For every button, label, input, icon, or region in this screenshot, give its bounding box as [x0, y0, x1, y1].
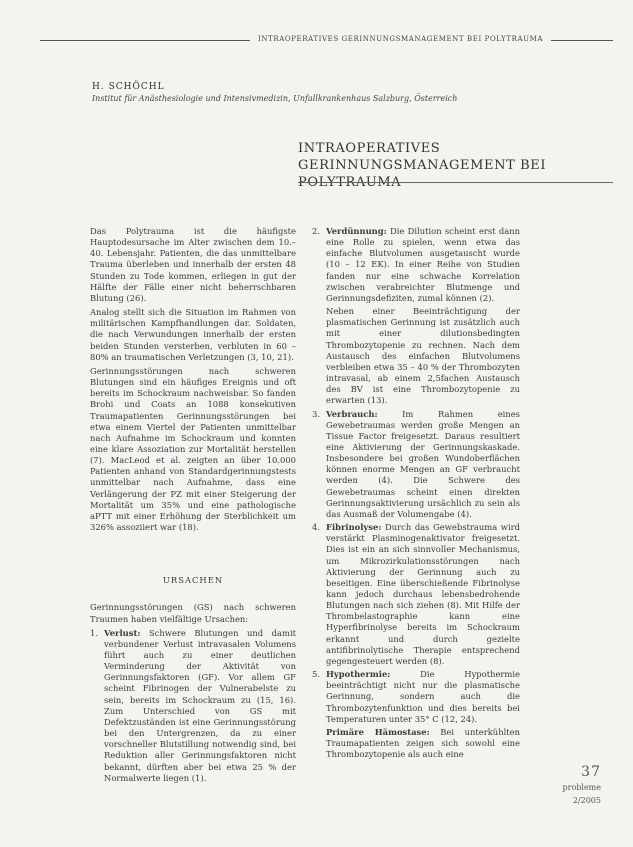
author-affiliation: Institut für Anästhesiologie und Intensivmedizin, Unfallkrankenhaus Salzburg, Österreich [92, 94, 458, 103]
item-term: Verdünnung: [326, 226, 387, 236]
item-text: Die Dilution scheint erst dann eine Rolle zu spielen, wenn etwa das einfache Blutvolumen ausgetauscht wurde (10 – 12 EK). In einer Reihe von Studien fanden nur eine schwache Korrelation zwischen verabreichter Blutmenge und Gerinnungsdefiziten, zumal können (2). [326, 226, 520, 303]
item-text: Die Hypothermie beeinträchtigt nicht nur die plasmatische Gerinnung, sondern auch die Thrombozytenfunktion und dies bereits bei Temperaturen unter 35° C (12, 24). [326, 669, 520, 724]
item-number: 5. [312, 669, 320, 680]
item-term: Hypothermie: [326, 669, 391, 680]
list-item [90, 628, 296, 784]
journal-issue: 2/2005 [572, 796, 601, 805]
left-column [90, 226, 296, 786]
list-item [312, 727, 520, 760]
list-item [312, 522, 520, 667]
item-text: Durch das Gewebstrauma wird verstärkt Plasminogenaktivator freigesetzt. Dies ist ein an sich sinnvoller Mechanismus, um Mikrozirkulationsstörungen nach Aktivierung der Gerinnung auch zu beseitigen. Eine überschießende Fibrinolyse kann jedoch durchaus lebensbedrohende Blutungen nach sich ziehen (8). Mit Hilfe der Thrombelastographie kann eine Hyperfibrinolyse bereits im Schockraum erkannt und durch gezielte antifibrinolytische Therapie entsprechend gegengesteuert werden (8). [326, 522, 520, 666]
item-term: Verbrauch: [326, 408, 378, 419]
item-term: Fibrinolyse: [326, 522, 382, 533]
item-text: Schwere Blutungen und damit verbundener Verlust intravasalen Volumens führt auch zu einer deutlichen Verminderung der Aktivität von Gerinnungsfaktoren (GF). Vor allem GF scheint Fibrinogen der Vulnerabelste zu sein, bereits im Schockraum zu (15, 16). Zum Unterschied von GS mit Defektzuständen ist eine Gerinnungsstörung bei den Untergrenzen, da zu einer vorschneller Blutstillung notwendig sind, bei Reduktion aller Gerinnungsfaktoren nicht bekannt, dürften aber bei etwa 25 % der Normalwerte liegen (1). [104, 627, 296, 783]
journal-name: probleme [562, 783, 601, 792]
item-number: 1. [90, 627, 98, 638]
author-block [92, 82, 593, 103]
running-head: INTRAOPERATIVES GERINNUNGSMANAGEMENT BEI POLYTRAUMA [250, 35, 551, 43]
section-intro: Gerinnungsstörungen (GS) nach schweren Traumen haben vielfältige Ursachen: [90, 602, 296, 624]
body-paragraph: Das Polytrauma ist die häufigste Hauptodesursache im Alter zwischen dem 10.–40. Lebensjahr. Patienten, die das unmittelbare Trauma überleben und innerhalb der ersten 48 Stunden zu Tode kommen, erliegen in gut der Hälfte der Fälle einer nicht beherrschbaren Blutung (26). [90, 226, 296, 303]
item-text: Bei unterkühlten Traumapatienten zeigen sich sowohl eine Thrombozytopenie als auch eine [326, 726, 520, 760]
item-term: Verlust: [104, 627, 141, 638]
list-item [312, 669, 520, 725]
list-item [312, 409, 520, 521]
author-name: H. SCHÖCHL [92, 82, 165, 92]
title-rule [298, 182, 613, 183]
list-item [312, 226, 520, 304]
running-head-rule [40, 35, 613, 43]
item-text: Im Rahmen eines Gewebetraumas werden große Mengen an Tissue Factor freigesetzt. Daraus resultiert eine Aktivierung der Gerinnungskaskade. Insbesondere bei großen Wundoberflächen können enorme Mengen an GF verbraucht werden (4). Die Schwere des Gewebetraumas scheint einen direkten Gerinnungsaktivierung ursächlich zu sein als das Ausmaß der Volumengabe (4). [326, 408, 520, 519]
article-title: INTRAOPERATIVES GERINNUNGSMANAGEMENT BEI POLYTRAUMA [298, 141, 547, 190]
item-term: Primäre Hämostase: [326, 726, 430, 737]
list-item [312, 306, 520, 406]
right-column [312, 226, 520, 762]
section-heading: URSACHEN [162, 575, 224, 586]
page-number: 37 [581, 764, 601, 780]
body-paragraph: Analog stellt sich die Situation im Rahmen von militärischen Kampfhandlungen dar. Soldaten, die nach Verwundungen innerhalb der ersten beiden Stunden versterben, verbluten in 60 – 80% an traumatischen Verletzungen (3, 10, 21). [90, 307, 296, 362]
item-number: 4. [312, 522, 320, 533]
item-text: Neben einer Beeinträchtigung der plasmatischen Gerinnung ist zusätzlich auch mit einer dilutionsbedingten Thrombozytopenie zu rechnen. Nach dem Austausch des einfachen Blutvolumens verbleiben etwa 35 – 40 % der Thrombozyten intravasal, ab einem 2,5fachen Austausch des BV ist eine Thrombozytopenie zu erwarten (13). [326, 306, 520, 406]
cause-list-continued [312, 226, 520, 760]
page-footer [563, 764, 602, 806]
item-number: 2. [312, 226, 320, 236]
body-paragraph: Gerinnungsstörungen nach schweren Blutungen sind ein häufiges Ereignis und oft bereits im Schockraum nachweisbar. So fanden Brohi und Coats an 1088 konsekutiven Traumapatienten Gerinnungsstörungen bei etwa einem Viertel der Patienten unmittelbar nach Aufnahme im Schockraum und konnten eine klare Assoziation zur Mortalität herstellen (7). MacLeod et al. zeigten an über 10.000 Patienten anhand von Standardgerinnungstests unmittelbar nach Aufnahme, dass eine Verlängerung der PZ mit einer Steigerung der Mortalität um 35% und eine pathologische aPTT mit einer Erhöhung der Sterblichkeit um 326% assoziiert war (18). [90, 365, 296, 533]
item-number: 3. [312, 408, 320, 419]
cause-list [90, 628, 296, 784]
